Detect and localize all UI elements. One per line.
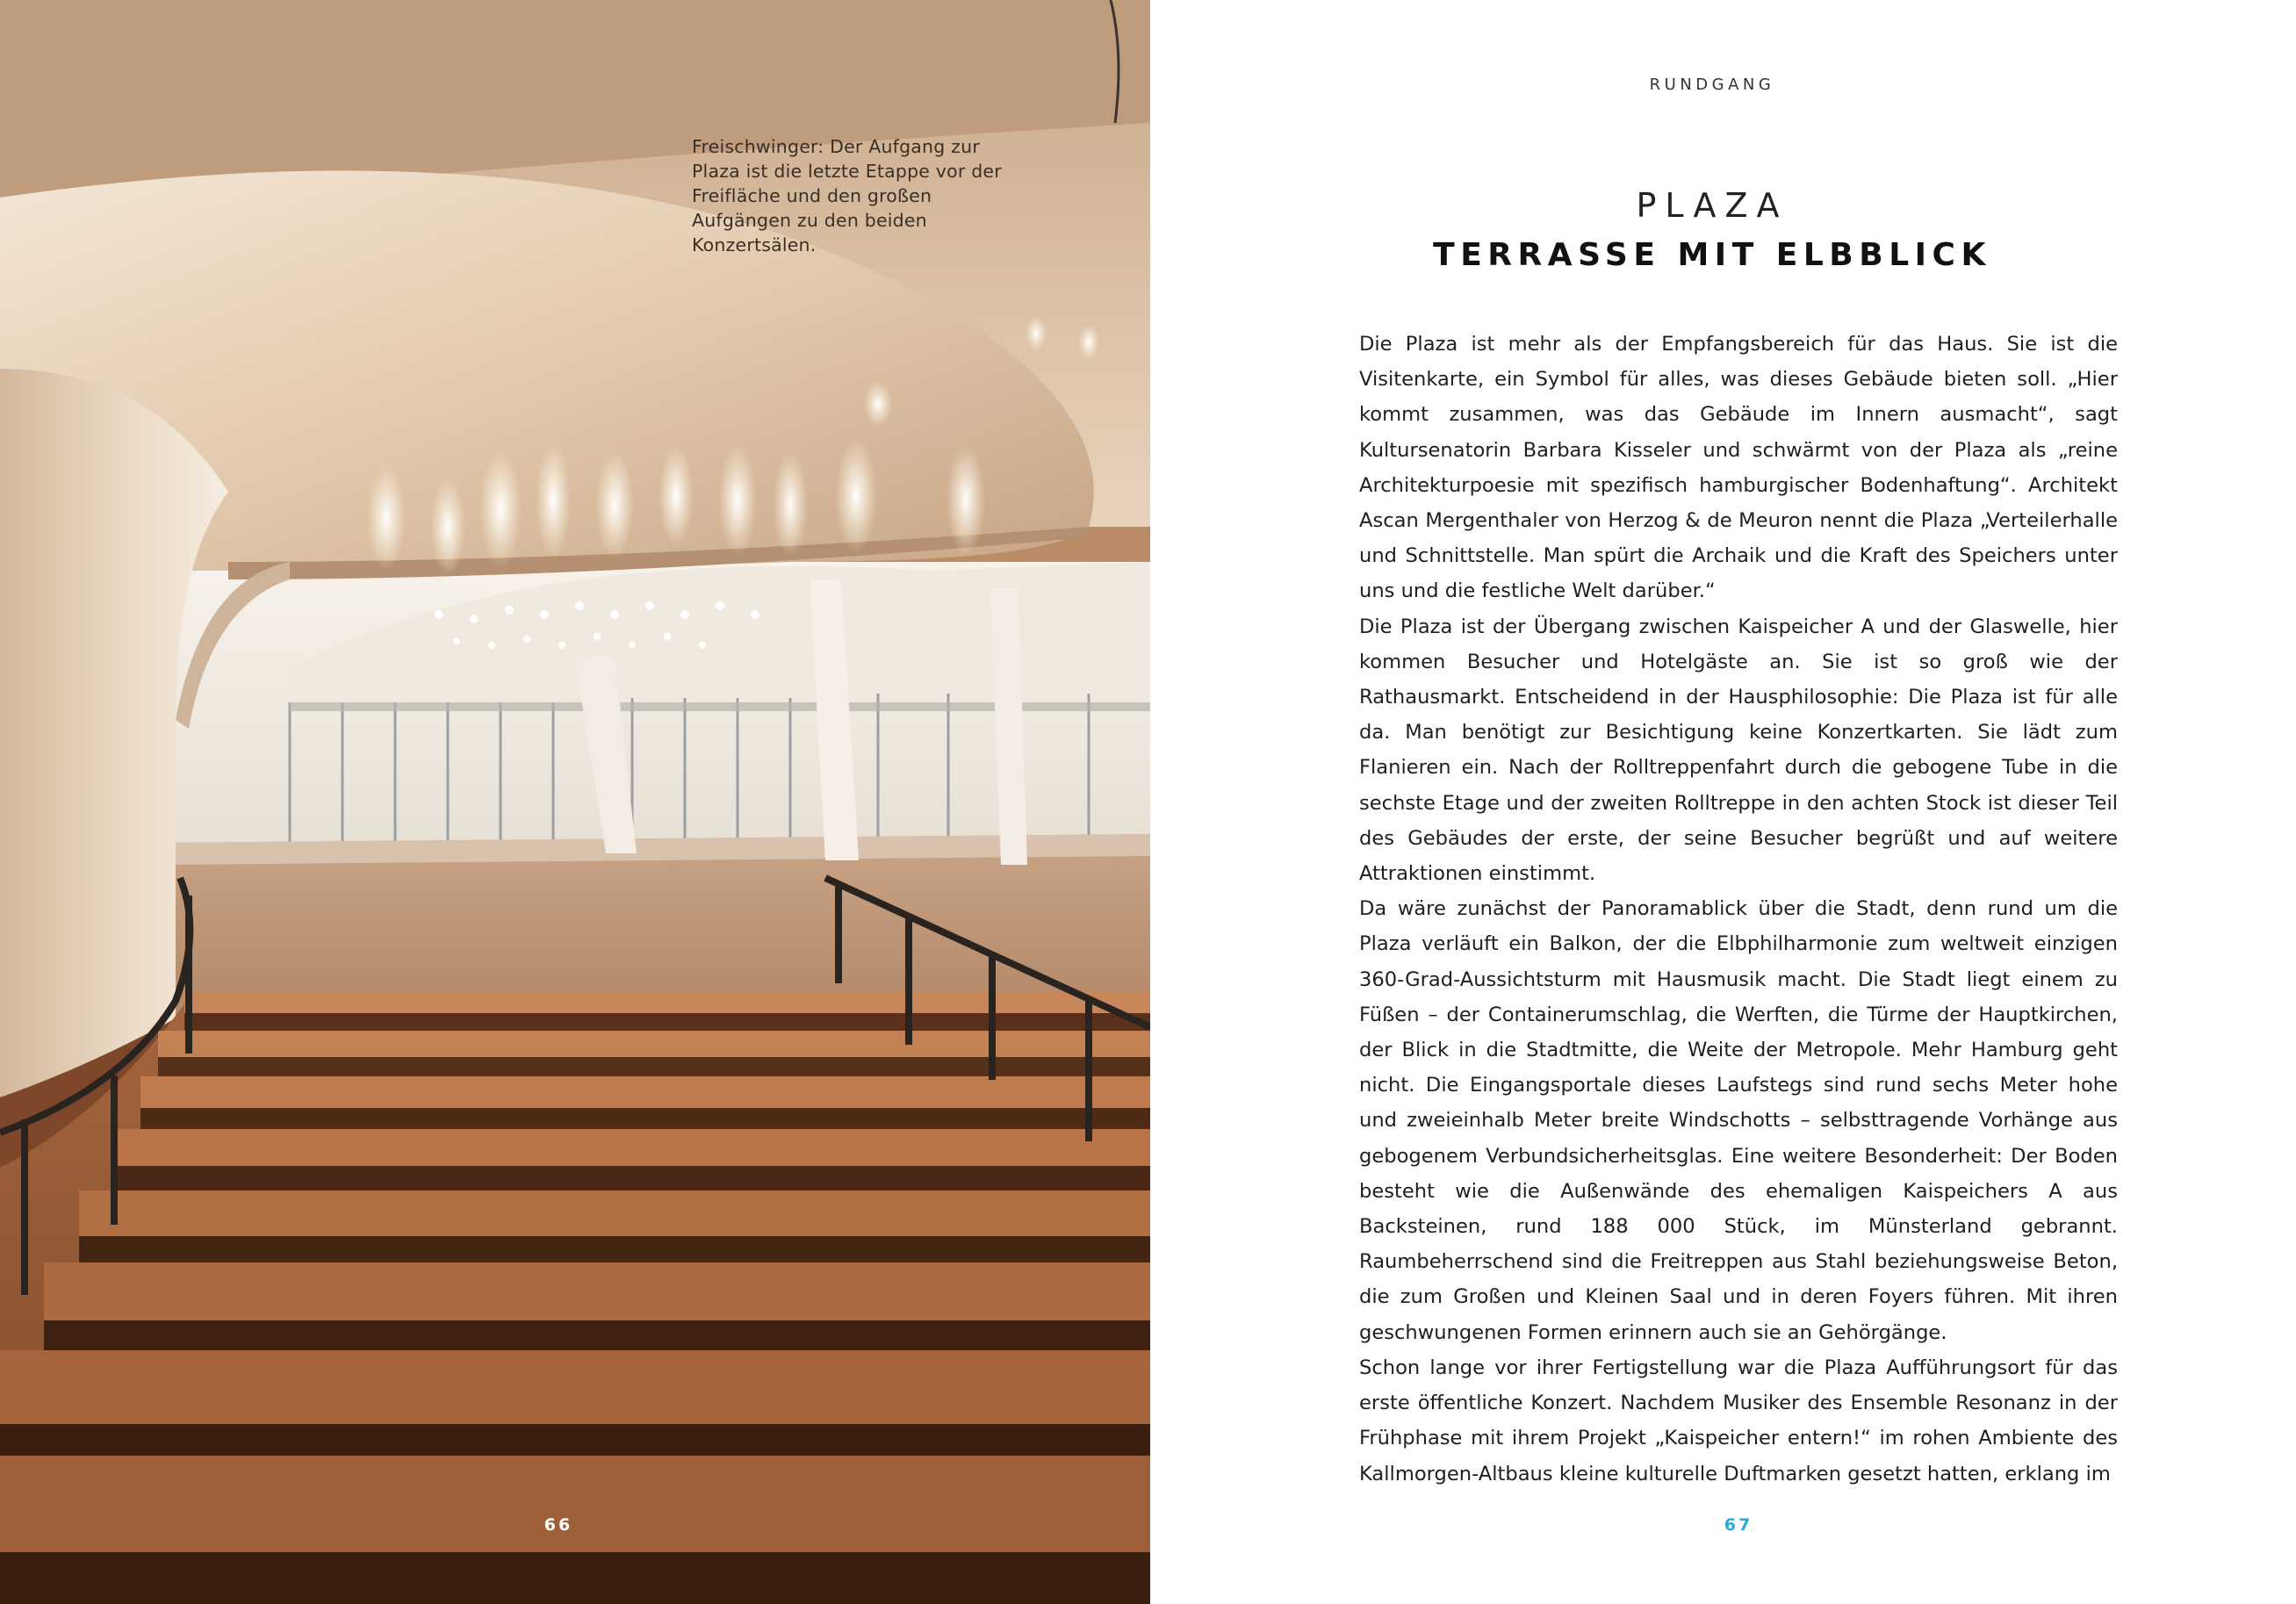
- running-head: RUNDGANG: [1649, 76, 1775, 94]
- paragraph: Die Plaza ist der Übergang zwischen Kaispeicher A und der Glaswelle, hier kommen Besucher und Hotelgäste an. Sie ist so groß wie der Rathausmarkt. Entscheidend in der Hausphilosophie: Die Plaza ist für alle da. Man benötigt zur Besichtigung keine Konzertkarten. Sie lädt zum Flanieren ein. Nach der Rolltreppenfahrt durch die gebogene Tube in die sechste Etage und der zweiten Rolltreppe in den achten Stock ist dieser Teil des Gebäudes der erste, der seine Besucher begrüßt und auf weitere Attraktionen einstimmt.: [1359, 615, 2118, 886]
- paragraph: Da wäre zunächst der Panoramablick über die Stadt, denn rund um die Plaza verläuft ein Balkon, der die Elbphilharmonie zum weltweit einzigen 360-Grad-Aussichtsturm mit Hausmusik macht. Die Stadt liegt einem zu Füßen – der Containerumschlag, die Werften, die Türme der Hauptkirchen, der Blick in die Stadtmitte, die Weite der Metropole. Mehr Hamburg geht nicht. Die Eingangsportale dieses Laufstegs sind rund sechs Meter hohe und zweieinhalb Meter breite Windschotts – selbsttragende Vorhänge aus gebogenem Verbundsicherheitsglas. Eine weitere Besonderheit: Der Boden besteht wie die Außenwände des ehemaligen Kaispeichers A aus Backsteinen, rund 188 000 Stück, im Münsterland gebrannt. Raumbeherrschend sind die Freitreppen aus Stahl beziehungsweise Beton, die zum Großen und Kleinen Saal und in deren Foyers führen. Mit ihren geschwungenen Formen erinnern auch sie an Gehörgänge.: [1359, 897, 2118, 1344]
- paragraph: Schon lange vor ihrer Fertigstellung war die Plaza Aufführungsort für das erste öffentliche Konzert. Nachdem Musiker des Ensemble Resonanz in der Frühphase mit ihrem Projekt „Kaispeicher entern!“ im rohen Ambiente des Kallmorgen-Altbaus kleine kulturelle Duftmarken gesetzt hatten, erklang im: [1359, 1356, 2118, 1485]
- paragraph: Die Plaza ist mehr als der Empfangsbereich für das Haus. Sie ist die Visitenkarte, ein Symbol für alles, was dieses Gebäude bieten soll. „Hier kommt zusammen, was das Gebäude im Innern ausmacht“, sagt Kultursenatorin Barbara Kisseler und schwärmt von der Plaza als „reine Architekturpoesie mit spezifisch hamburgischer Bodenhaftung“. Architekt Ascan Mergenthaler von Herzog & de Meuron nennt die Plaza „Verteilerhalle und Schnittstelle. Man spürt die Archaik und die Kraft des Speichers unter uns und die festliche Welt darüber.“: [1359, 333, 2118, 603]
- body-text: [1359, 327, 2118, 1492]
- photo-caption: Freischwinger: Der Aufgang zur Plaza ist die letzte Etappe vor der Freifläche und den großen Aufgängen zu den beiden Konzertsälen.: [692, 136, 1002, 255]
- page-number-left: 66: [543, 1515, 573, 1535]
- page-number-right: 67: [1724, 1515, 1753, 1535]
- chapter-subtitle: TERRASSE MIT ELBBLICK: [1433, 237, 1991, 273]
- right-page: [1150, 0, 2296, 1604]
- chapter-title: PLAZA: [1636, 186, 1789, 225]
